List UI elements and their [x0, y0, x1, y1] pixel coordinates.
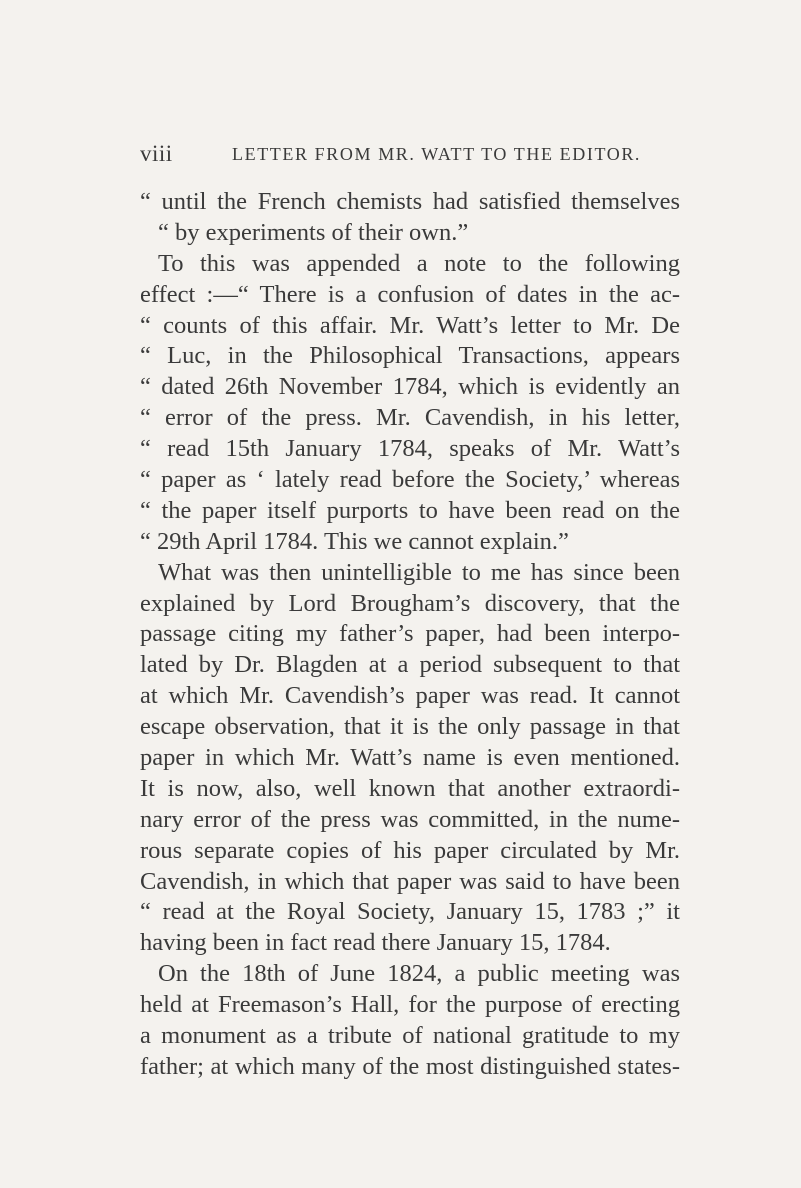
text-line: “ the paper itself purports to have been read on the — [140, 496, 680, 524]
text-line: “ 29th April 1784. This we cannot explain.” — [140, 527, 569, 555]
text-line: “ counts of this affair. Mr. Watt’s letter to Mr. De — [140, 311, 680, 339]
text-line: On the 18th of June 1824, a public meeting was — [158, 960, 680, 988]
text-line: effect :—“ There is a confusion of dates in the ac- — [140, 280, 680, 308]
text-line: “ dated 26th November 1784, which is evidently an — [140, 373, 680, 401]
text-line: at which Mr. Cavendish’s paper was read. It cannot — [140, 682, 680, 710]
text-line: a monument as a tribute of national gratitude to my — [140, 1022, 680, 1050]
text-line: “ paper as ‘ lately read before the Society,’ whereas — [140, 466, 680, 494]
text-line: father; at which many of the most distinguished states- — [140, 1052, 680, 1080]
text-line: “ error of the press. Mr. Cavendish, in his letter, — [140, 404, 680, 432]
text-line: lated by Dr. Blagden at a period subsequent to that — [140, 651, 680, 679]
page-number: viii — [140, 141, 173, 166]
body-text — [140, 187, 680, 1083]
text-line: To this was appended a note to the following — [158, 249, 680, 277]
text-line: It is now, also, well known that another extraordi- — [140, 774, 680, 802]
text-line: What was then unintelligible to me has since been — [158, 558, 680, 586]
text-line: having been in fact read there January 15, 1784. — [140, 929, 611, 957]
text-line: “ until the French chemists had satisfied themselves — [140, 188, 680, 215]
text-line: “ Luc, in the Philosophical Transactions, appears — [140, 342, 680, 370]
text-line: escape observation, that it is the only passage in that — [140, 713, 680, 741]
text-line: “ by experiments of their own.” — [158, 218, 469, 246]
text-line: paper in which Mr. Watt’s name is even mentioned. — [140, 744, 680, 772]
text-line: “ read 15th January 1784, speaks of Mr. Watt’s — [140, 435, 680, 463]
text-line: explained by Lord Brougham’s discovery, that the — [140, 589, 680, 617]
text-line: “ read at the Royal Society, January 15, 1783 ;” it — [140, 898, 680, 926]
running-head — [140, 141, 680, 171]
text-line: Cavendish, in which that paper was said to have been — [140, 867, 680, 895]
text-line: rous separate copies of his paper circulated by Mr. — [140, 836, 680, 864]
text-line: passage citing my father’s paper, had been interpo- — [140, 620, 680, 648]
running-title: LETTER FROM MR. WATT TO THE EDITOR. — [232, 144, 642, 164]
text-line: nary error of the press was committed, in the nume- — [140, 805, 680, 833]
text-line: held at Freemason’s Hall, for the purpose of erecting — [140, 991, 680, 1019]
